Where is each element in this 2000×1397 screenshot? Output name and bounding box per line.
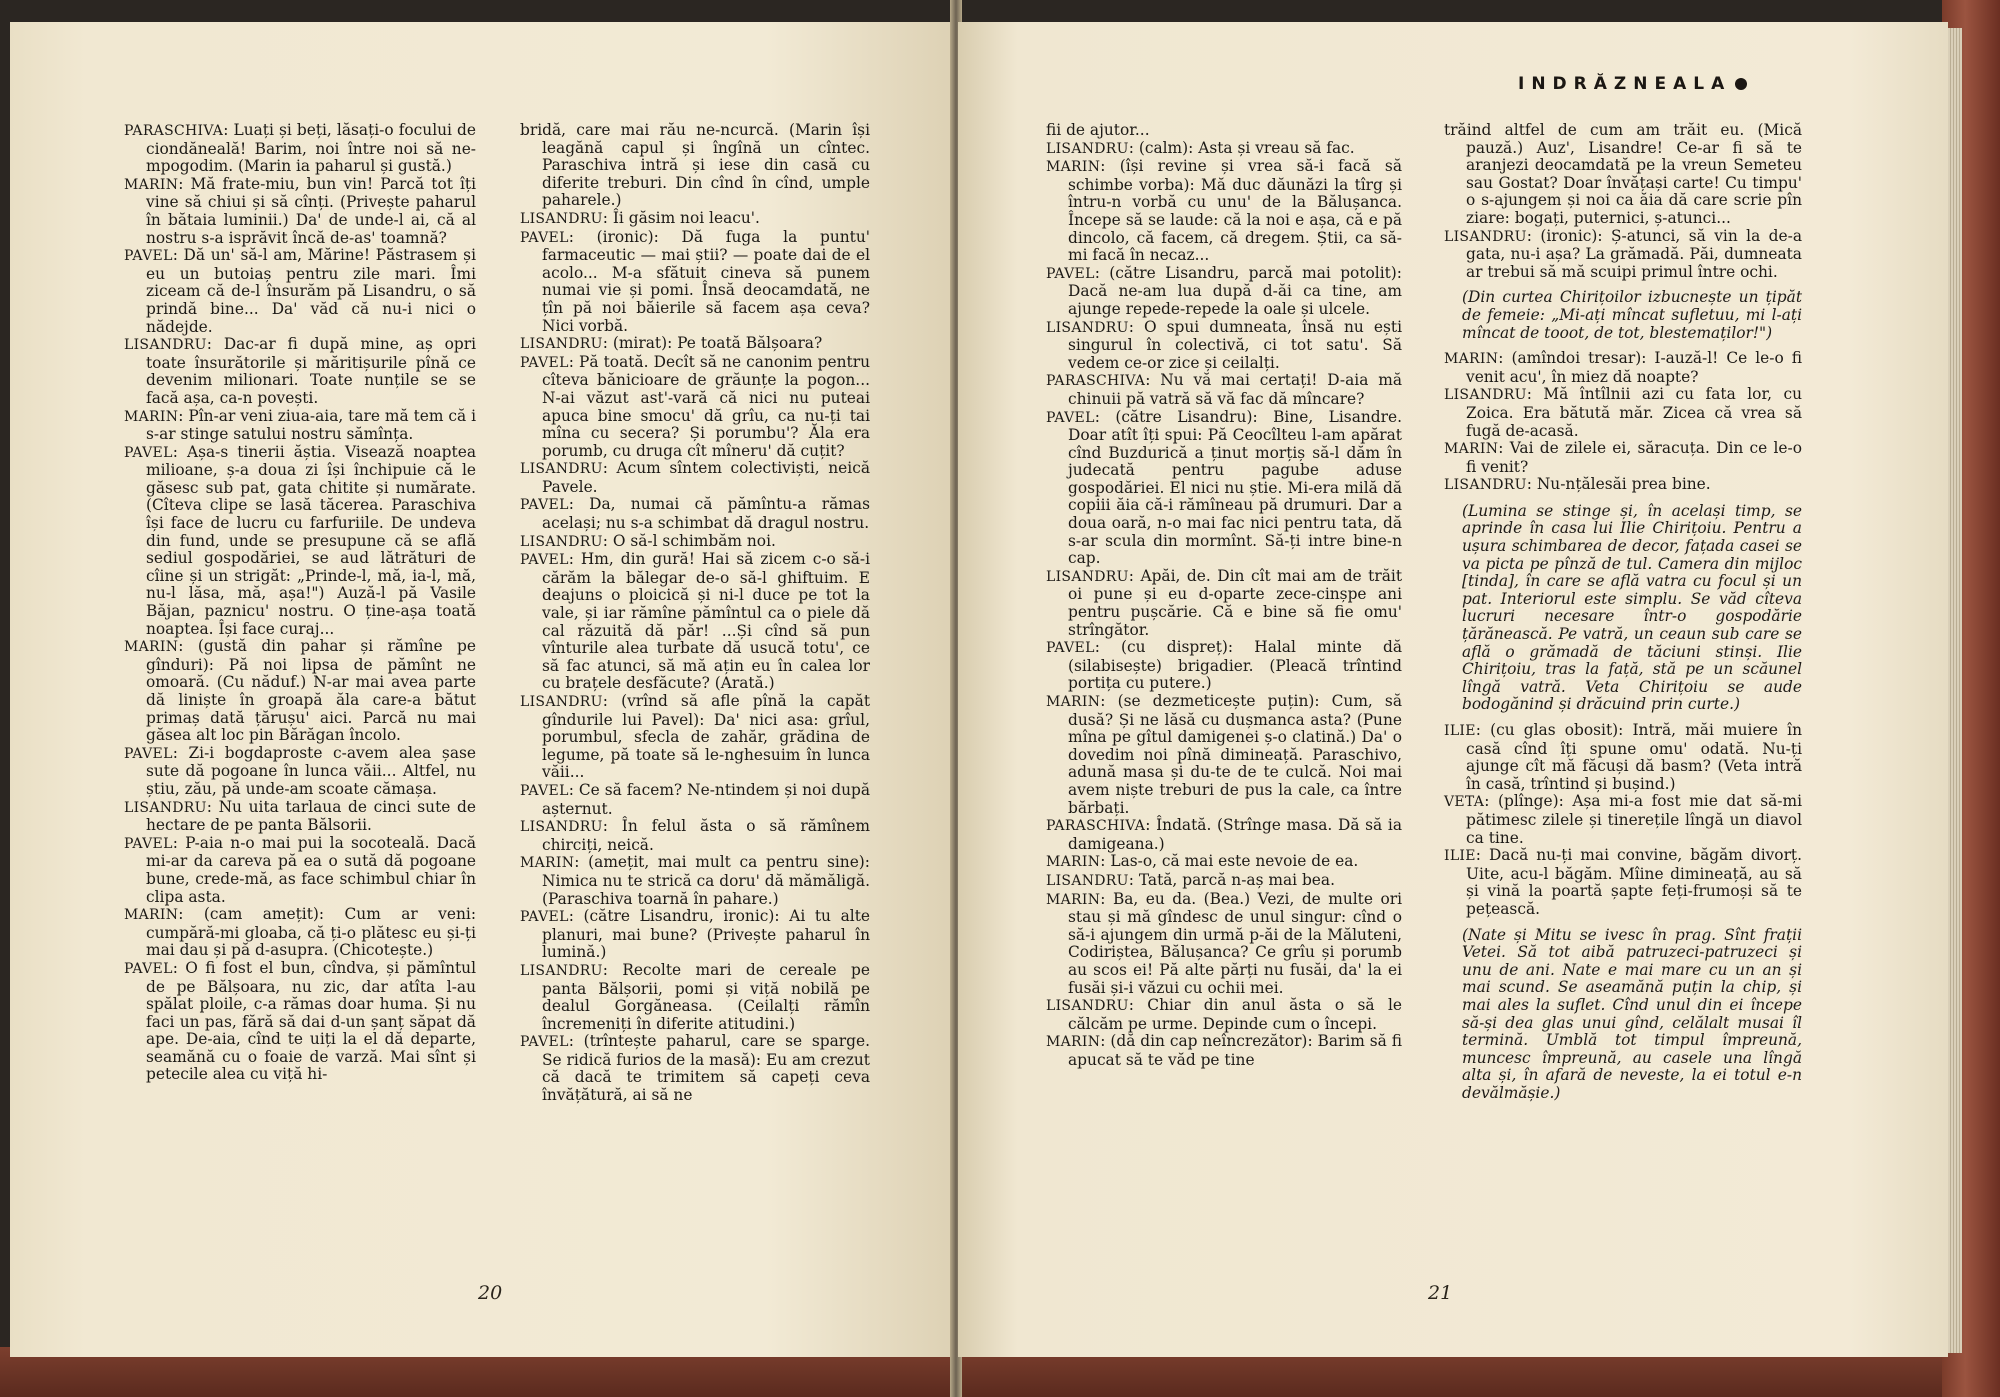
dialogue-line: ILIE: (cu glas obosit): Intră, măi muiere în casă cînd îți spune omu' odată. Nu-ți ajunge cît mă făcuși dă basm? (Veta intră în casă, trîntind și bușind.) (1444, 721, 1803, 793)
dialogue-line: MARIN: (amețit, mai mult ca pentru sine): Nimica nu te strică ca doru' dă mămăligă. (Paraschiva toarnă în pahare.) (520, 853, 870, 908)
dialogue-line: LISANDRU: Chiar din anul ăsta o să le călcăm pe urme. Depinde cum o începi. (1046, 996, 1402, 1033)
speaker-name: PAVEL (124, 745, 173, 762)
dialogue-line: PAVEL: Așa-s tinerii ăștia. Visează noaptea milioane, ș-a doua zi își închipuie că le găsesc sub pat, gata chitite și numărate. (Cîteva clipe se lasă tăcerea. Paraschiva își face de lucru cu farfuriile. De undeva din fund, unde se presupune că se află sediul gospodăriei, se aud lătrături de cîine și un strigăt: „Prinde-l, mă, ia-l, mă, nu-l lăsa, mă, așa!") Auză-l pă Vasile Băjan, paznicu' nostru. O ține-așa toată noaptea. Își face curaj... (124, 442, 477, 638)
dialogue-line: PAVEL: (ironic): Dă fuga la puntu' farmaceutic — mai știi? — poate dai de el acolo... M-a sfătuit cineva să punem numai vie și pomi. Însă deocamdată, ne țîn pă noi băierile să facem așa ceva? Nici vorbă. (520, 227, 870, 335)
dialogue-text: Dacă nu-ți mai convine, băgăm divorț. Uite, acu-l băgăm. Mîine dimineață, au să și vină la poartă șapte feți-frumoși să te pețească. (1466, 846, 1803, 918)
speaker-name: LISANDRU (1046, 998, 1129, 1015)
dialogue-text: trăind altfel de cum am trăit eu. (Mică pauză.) Auz', Lisandre! Ce-ar fi să te aranjezi deocamdată pe la vreun Semeteu sau Gostat? Doar învățași carte! Cu timpu' o s-ajungem și noi ca ăia dă care scrie pîn ziare: bogați, puternici, ș-atunci... (1444, 121, 1802, 227)
dialogue-text: Pă toată. Decît să ne canonim pentru cîteva bănicioare de grăunțe la pogon... N-ai văzut ast'-vară că nici nu puteai apuca bine smocu' dă grîu, ca nu-ți tai mîna cu secera? Și porumbu'? Ăla era porumb, cu druga cît mîneru' dă cuțit? (542, 352, 871, 460)
dialogue-line: LISANDRU: O spui dumneata, însă nu ești singurul în colectivă, ci tot satu'. Să vedem ce-or zice și ceilalți. (1046, 317, 1402, 372)
dialogue-text: O spui dumneata, însă nu ești singurul în colectivă, ci tot satu'. Să vedem ce-or zice și ceilalți. (1068, 317, 1402, 372)
speaker-name: MARIN (1046, 159, 1101, 176)
speaker-name: PAVEL (520, 229, 569, 246)
speaker-name: LISANDRU (1444, 387, 1527, 404)
dialogue-line: MARIN: (gustă din pahar și rămîne pe gînduri): Pă noi lipsa de pămînt ne omoară. (Cu năduf.) N-ar mai avea parte dă liniște în groapă ăla care-a bătut primaș dată țărușu' aici. Parcă nu mai găsea alt loc pin Bărăgan încolo. (124, 637, 477, 745)
dialogue-line: LISANDRU: (ironic): Ș-atunci, să vin la de-a gata, nu-i așa? La grămadă. Păi, dumneata ar trebui să mă scuipi primul între ochi. (1444, 226, 1803, 281)
dialogue-line: MARIN: Pîn-ar veni ziua-aia, tare mă tem că i s-ar stinge satului nostru sămînța. (124, 406, 477, 444)
dialogue-line: LISANDRU: Apăi, de. Din cît mai am de trăit oi pune și eu d-oparte zece-cinșpe ani pentru pușcărie. Că e bine să fie omu' strîngător. (1046, 566, 1403, 639)
dialogue-text: (își revine și vrea să-i facă să schimbe vorba): Mă duc dăunăzi la tîrg și întru-n vorbă cu unu' de la Bălușanca. Începe să se laude: că la noi e așa, că e pă dincolo, că facem, că dregem. Știi, ca să-mi facă în necaz... (1068, 157, 1402, 265)
right-page-column-2 (1444, 122, 1802, 1110)
speaker-name: LISANDRU (520, 533, 603, 550)
dialogue-text: Ce să facem? Ne-ntindem și noi după așternut. (542, 780, 871, 818)
dialogue-line: PAVEL: Da, numai că pămîntu-a rămas același; nu s-a schimbat dă dragul nostru. (520, 495, 871, 533)
page-number-right: 21 (1428, 1282, 1453, 1304)
left-page-column-2 (520, 122, 870, 1105)
speaker-name: PAVEL (124, 444, 173, 461)
speaker-name: VETA (1444, 794, 1485, 811)
speaker-name: LISANDRU (520, 336, 603, 353)
stage-direction: (Lumina se stinge și, în același timp, se aprinde în casa lui Ilie Chirițoiu. Pentru a ușura schimbarea de decor, fațada casei se va picta pe pînză de tul. Camera din mijloc [tinda], în care se află vatra cu focul și un pat. Interiorul este simplu. Se văd cîteva lucruri necesare într-o gospodărie țărănească. Pe vatră, un ceaun sub care se află o grămadă de tăciuni stinși. Ilie Chirițoiu, tras la față, stă pe un scăunel lîngă vatră. Veta Chirițoiu se aude bodogănind și drăcuind prin curte.) (1462, 501, 1802, 714)
speaker-name: PAVEL (520, 497, 569, 514)
dialogue-text: Apăi, de. Din cît mai am de trăit oi pune și eu d-oparte zece-cinșpe ani pentru pușcărie. Că e bine să fie omu' strîngător. (1068, 566, 1403, 639)
running-header (1518, 74, 1747, 94)
speaker-name: LISANDRU (520, 210, 603, 227)
dialogue-text: Las-o, că mai este nevoie de ea. (1110, 852, 1359, 871)
dialogue-line: MARIN: Vai de zilele ei, săracuța. Din ce le-o fi venit? (1444, 439, 1803, 476)
dialogue-line: PAVEL: O fi fost el bun, cîndva, și pămîntul de pe Bălșoara, nu zic, dar atîta l-au spălat ploile, c-a rămas doar huma. Și nu faci un pas, fără să dai d-un șanț săpat dă ape. De-aia, cînd te uiți la el dă departe, seamănă cu o foaie de varză. Mai sînt și petecile alea cu viță hi- (124, 958, 477, 1084)
dialogue-text: Da, numai că pămîntu-a rămas același; nu s-a schimbat dă dragul nostru. (542, 495, 871, 533)
speaker-name: PAVEL (124, 248, 173, 265)
dialogue-line (1046, 122, 1402, 140)
dialogue-text: (amîndoi tresar): I-auză-l! Ce le-o fi venit acu', în miez dă noapte? (1466, 349, 1802, 386)
speaker-name: PARASCHIVA (1046, 373, 1146, 390)
dialogue-line: LISANDRU: Nu uita tarlaua de cinci sute de hectare de pe panta Bălsorii. (124, 797, 476, 835)
speaker-name: MARIN (1046, 694, 1101, 710)
dialogue-text: Mă frate-miu, bun vin! Parcă tot îți vine să chiui și să cînți. (Privește paharul în bătaia luminii.) Da' de unde-l ai, că al nostru s-a isprăvit încă de-as' toamnă? (146, 174, 476, 247)
dialogue-line: MARIN: (amîndoi tresar): I-auză-l! Ce le-o fi venit acu', în miez dă noapte? (1444, 349, 1802, 386)
dialogue-line: LISANDRU: (vrînd să afle pînă la capăt gîndurile lui Pavel): Da' nici asa: grîul, porumbul, sfecla de zahăr, grădina de legume, pă toate să le-nghesuim în lunca văii... (520, 692, 871, 782)
speaker-name: LISANDRU (1046, 568, 1129, 585)
right-page (958, 22, 1948, 1357)
dialogue-text: Vai de zilele ei, săracuța. Din ce le-o fi venit? (1466, 439, 1803, 476)
speaker-name: MARIN (1046, 891, 1101, 908)
dialogue-line: LISANDRU: În felul ăsta o să rămînem chirciți, neică. (520, 817, 870, 854)
dialogue-text: (cu dispreț): Halal minte dă (silabisește) brigadier. (Pleacă trîntind portița cu putere.) (1068, 638, 1402, 693)
speaker-name: MARIN (124, 907, 179, 924)
dialogue-line: VETA: (plînge): Așa mi-a fost mie dat să-mi pătimesc zilele și tinerețile lîngă un diavol ca tine. (1444, 792, 1803, 847)
dialogue-text: Dac-ar fi după mine, aș opri toate însurătorile și măritișurile pînă ce devenim milionari. Toate nunțile se se facă așa, ca-n povești. (146, 335, 476, 407)
speaker-name: PARASCHIVA (1046, 818, 1146, 835)
dialogue-text: Nu-nțălesăi prea bine. (1536, 475, 1711, 494)
speaker-name: MARIN (124, 639, 179, 656)
dialogue-line: LISANDRU: Nu-nțălesăi prea bine. (1444, 475, 1711, 494)
dialogue-line (520, 122, 870, 210)
dialogue-text: (calm): Asta și vreau să fac. (1138, 138, 1355, 157)
dialogue-line: LISANDRU: Dac-ar fi după mine, aș opri toate însurătorile și măritișurile pînă ce devenim milionari. Toate nunțile se se facă așa, ca-n povești. (124, 335, 476, 407)
speaker-name: PAVEL (520, 909, 569, 926)
speaker-name: MARIN (1444, 441, 1499, 458)
dialogue-text: (amețit, mai mult ca pentru sine): Nimica nu te strică ca doru' dă mămăligă. (Paraschiva toarnă în pahare.) (542, 853, 870, 908)
dialogue-text: Hm, din gură! Hai să zicem c-o să-i cărăm la bălegar de-o să-l ghiftuim. E deajuns o ploicică și ni-l duce pe tot la vale, și iar rămîne pămîntul ca o piele dă cal răzuită dă păr! ...Și cînd să pun vînturile alea turbate dă usucă totu', ce să fac atunci, să mă ațin eu în calea lor cu brațele desfăcute? (Arată.) (542, 550, 870, 693)
stage-direction: (Nate și Mitu se ivesc în prag. Sînt frații Vetei. Să tot aibă patruzeci-patruzeci și unu de ani. Nate e mai mare cu un an și mai scund. Se aseamănă puțin la chip, și mai ales la suflet. Cînd unul din ei începe să-și dea glas unui gînd, celălalt musai îl termină. Umblă tot timpul împreună, muncesc împreună, au casele una lîngă alta și, în afară de neveste, la ei totul e-n devălmășie.) (1462, 925, 1802, 1102)
dialogue-line (1444, 122, 1802, 228)
left-page (10, 22, 955, 1357)
speaker-name: MARIN (124, 408, 179, 425)
dialogue-line: MARIN: (cam amețit): Cum ar veni: cumpără-mi gloaba, că ți-o plătesc eu și-ți mai dau și pă d-asupra. (Chicotește.) (124, 905, 477, 960)
dialogue-line: LISANDRU: O să-l schimbăm noi. (520, 531, 776, 550)
dialogue-line: MARIN: (își revine și vrea să-i facă să schimbe vorba): Mă duc dăunăzi la tîrg și întru-n vorbă cu unu' de la Bălușanca. Începe să se laude: că la noi e așa, că e pă dincolo, că facem, că dregem. Știi, ca să-mi facă în necaz... (1046, 157, 1402, 265)
dialogue-line: PAVEL: (cu dispreț): Halal minte dă (silabisește) brigadier. (Pleacă trîntind portița cu putere.) (1046, 638, 1402, 693)
dialogue-text: bridă, care mai rău ne-ncurcă. (Marin își leagănă capul și îngînă un cîntec. Paraschiva intră și iese din casă cu diferite treburi. Din cînd în cînd, umple paharele.) (520, 121, 870, 210)
dialogue-text: (ironic): Dă fuga la puntu' farmaceutic — mai știi? — poate dai de el acolo... M-a sfătuit cineva să punem numai vie și pomi. Însă deocamdată, ne țîn pă noi băierile să facem așa ceva? Nici vorbă. (542, 227, 870, 335)
dialogue-line: PAVEL: (către Lisandru): Bine, Lisandre. Doar atît îți spui: Pă Ceocîlteu l-am apărat cînd Buzdurică a ținut morțiș să-l dăm în judecată pentru pagube aduse gospodăriei. El nici nu știe. Mi-era milă dă copiii ăia că-i rămîneau pă drumuri. Dar a doua oară, n-o mai fac nici pentru tata, dă s-ar scula din mormînt. Să-ți intre bine-n cap. (1046, 407, 1402, 568)
dialogue-text: (vrînd să afle pînă la capăt gîndurile lui Pavel): Da' nici asa: grîul, porumbul, sfecla de zahăr, grădina de legume, pă toate să le-nghesuim în lunca văii... (542, 692, 871, 782)
dialogue-line: LISANDRU: Tată, parcă n-aș mai bea. (1046, 870, 1335, 889)
dialogue-text: (mirat): Pe toată Bălșoara? (612, 334, 823, 353)
speaker-name: LISANDRU (1444, 228, 1527, 245)
dialogue-text: (cu glas obosit): Intră, măi muiere în casă cînd îți spune omu' odată. Nu-ți ajunge cît mă făcuși dă basm? (Veta intră în casă, trîntind și bușind.) (1466, 721, 1803, 793)
dialogue-text: (către Lisandru, ironic): Ai tu alte planuri, mai bune? (Privește paharul în lumină.) (542, 907, 870, 962)
dialogue-text: Ba, eu da. (Bea.) Vezi, de multe ori stau și mă gîndesc de unul singur: cînd o să-i ajungem din urmă p-ăi de la Măluteni, Codiriștea, Bălușanca? Ce grîu și porumb au scos ei! Pă alte părți nu fusăi, da' la ei fusăi și-i văzui cu ochii mei. (1068, 889, 1402, 997)
speaker-name: PAVEL (520, 552, 569, 569)
page-stack-edges (1948, 28, 1962, 1353)
dialogue-line: MARIN: Ba, eu da. (Bea.) Vezi, de multe ori stau și mă gîndesc de unul singur: cînd o să-i ajungem din urmă p-ăi de la Măluteni, Codiriștea, Bălușanca? Ce grîu și porumb au scos ei! Pă alte părți nu fusăi, da' la ei fusăi și-i văzui cu ochii mei. (1046, 889, 1402, 997)
dialogue-text: Recolte mari de cereale pe panta Bălșorii, pomi și viță nobilă pe dealul Gorgăneasa. (Ceilalți rămîn încremeniți în diferite atitudini.) (542, 960, 870, 1033)
dialogue-text: Dă un' să-l am, Mărine! Păstrasem și eu un butoiaș pentru zile mari. Îmi ziceam că de-l însurăm pă Lisandru, o să prindă bine... Da' văd că nu-i nici o nădejde. (146, 246, 476, 336)
dialogue-text: (dă din cap neîncrezător): Barim să fi apucat să te văd pe tine (1068, 1032, 1402, 1069)
speaker-name: MARIN (1046, 854, 1101, 871)
dialogue-line: PAVEL: P-aia n-o mai pui la socoteală. Dacă mi-ar da careva pă ea o sută dă pogoane bune, crede-mă, as face schimbul chiar în clipa asta. (124, 833, 476, 906)
speaker-name: PAVEL (1046, 409, 1095, 426)
dialogue-text: Nu uita tarlaua de cinci sute de hectare de pe panta Bălsorii. (146, 797, 476, 835)
speaker-name: LISANDRU (1046, 319, 1129, 336)
speaker-name: LISANDRU (1444, 477, 1527, 494)
dialogue-text: O fi fost el bun, cîndva, și pămîntul de pe Bălșoara, nu zic, dar atîta l-au spălat ploile, c-a rămas doar huma. Și nu faci un pas, fără să dai d-un șanț săpat dă ape. De-aia, cînd te uiți la el dă departe, seamănă cu o foaie de varză. Mai sînt și petecile alea cu viță hi- (146, 958, 477, 1084)
dialogue-text: Tată, parcă n-aș mai bea. (1138, 870, 1335, 889)
dialogue-line: LISANDRU: Recolte mari de cereale pe panta Bălșorii, pomi și viță nobilă pe dealul Gorgăneasa. (Ceilalți rămîn încremeniți în diferite atitudini.) (520, 960, 870, 1033)
left-page-column-1 (124, 122, 476, 1084)
dialogue-line: LISANDRU: Acum sîntem colectiviști, neică Pavele. (520, 459, 870, 496)
dialogue-text: (gustă din pahar și rămîne pe gînduri): Pă noi lipsa de pămînt ne omoară. (Cu năduf.) N-ar mai avea parte dă liniște în groapă ăla care-a bătut primaș dată țărușu' aici. Parcă nu mai găsea alt loc pin Bărăgan încolo. (146, 637, 477, 745)
speaker-name: ILIE (1444, 848, 1476, 865)
speaker-name: PAVEL (124, 960, 173, 977)
speaker-name: LISANDRU (1046, 872, 1129, 889)
speaker-name: PARASCHIVA (124, 123, 224, 139)
speaker-name: LISANDRU (520, 694, 603, 710)
speaker-name: LISANDRU (520, 461, 603, 478)
dialogue-line: PAVEL: (către Lisandru, parcă mai potolit): Dacă ne-am lua după d-ăi ca tine, am ajunge repede-repede la oale și ulcele. (1046, 263, 1402, 318)
speaker-name: MARIN (520, 855, 575, 872)
dialogue-line: MARIN: (se dezmeticește puțin): Cum, să dusă? Și ne lăsă cu dușmanca asta? (Pune mîna pe gîtul damigenei ș-o clatină.) Da' o dovedim noi pînă dimineață. Paraschivo, adună masa și du-te de te culcă. Noi mai avem niște treburi de pus la cale, ca între bărbați. (1046, 692, 1403, 817)
dialogue-line: LISANDRU: (calm): Asta și vreau să fac. (1046, 138, 1355, 157)
page-number-left: 20 (478, 1282, 503, 1304)
speaker-name: PAVEL (1046, 640, 1095, 657)
dialogue-text: (se dezmeticește puțin): Cum, să dusă? Și ne lăsă cu dușmanca asta? (Pune mîna pe gîtul damigenei ș-o clatină.) Da' o dovedim noi pînă dimineață. Paraschivo, adună masa și du-te de te culcă. Noi mai avem niște treburi de pus la cale, ca între bărbați. (1068, 692, 1403, 817)
dialogue-line: PAVEL: Ce să facem? Ne-ntindem și noi după așternut. (520, 780, 871, 818)
dialogue-line: PAVEL: Hm, din gură! Hai să zicem c-o să-i cărăm la bălegar de-o să-l ghiftuim. E deajuns o ploicică și ni-l duce pe tot la vale, și iar rămîne pămîntul ca o piele dă cal răzuită dă păr! ...Și cînd să pun vînturile alea turbate dă usucă totu', ce să fac atunci, să mă ațin eu în calea lor cu brațele desfăcute? (Arată.) (520, 550, 870, 693)
dialogue-text: O să-l schimbăm noi. (612, 531, 776, 550)
running-header-title: INDRĂZNEALA (1518, 74, 1732, 94)
dialogue-line: LISANDRU: Mă întîlnii azi cu fata lor, cu Zoica. Era bătută măr. Zicea că vrea să fugă de-acasă. (1444, 385, 1802, 440)
dialogue-text: Acum sîntem colectiviști, neică Pavele. (542, 459, 870, 496)
dialogue-line: PAVEL: Zi-i bogdaproste c-avem alea șase sute dă pogoane în lunca văii... Altfel, nu știu, zău, pă unde-am scoate cămașa. (124, 743, 477, 798)
speaker-name: LISANDRU (1046, 140, 1129, 157)
dialogue-line: PAVEL: (trîntește paharul, care se sparge. Se ridică furios de la masă): Eu am crezut că dacă te trimitem să capeți ceva învățătură, ai să ne (520, 1032, 870, 1105)
dialogue-text: Zi-i bogdaproste c-avem alea șase sute dă pogoane în lunca văii... Altfel, nu știu, zău, pă unde-am scoate cămașa. (146, 743, 477, 798)
dialogue-line: MARIN: Las-o, că mai este nevoie de ea. (1046, 852, 1359, 871)
dialogue-line: PARASCHIVA: Nu vă mai certați! D-aia mă chinuii pă vatră să vă fac dă mîncare? (1046, 371, 1402, 408)
dialogue-line: LISANDRU: Îi găsim noi leacu'. (520, 208, 760, 227)
bullet-icon (1735, 78, 1747, 90)
dialogue-text: Luați și beți, lăsați-o focului de ciondăneală! Barim, noi între noi să ne-mpogodim. (Marin ia paharul și gustă.) (146, 121, 476, 176)
dialogue-line: PARASCHIVA: Îndată. (Strînge masa. Dă să ia damigeana.) (1046, 816, 1403, 853)
dialogue-line: PARASCHIVA: Luați și beți, lăsați-o focului de ciondăneală! Barim, noi între noi să ne-mpogodim. (Marin ia paharul și gustă.) (124, 121, 476, 176)
dialogue-line: LISANDRU: (mirat): Pe toată Bălșoara? (520, 334, 823, 353)
dialogue-text: (ironic): Ș-atunci, să vin la de-a gata, nu-i așa? La grămadă. Păi, dumneata ar trebui să mă scuipi primul între ochi. (1466, 226, 1803, 281)
dialogue-text: Îndată. (Strînge masa. Dă să ia damigeana.) (1068, 816, 1403, 853)
dialogue-text: (plînge): Așa mi-a fost mie dat să-mi pătimesc zilele și tinerețile lîngă un diavol ca tine. (1466, 792, 1803, 847)
speaker-name: PAVEL (520, 1034, 569, 1051)
dialogue-line: ILIE: Dacă nu-ți mai convine, băgăm divorț. Uite, acu-l băgăm. Mîine dimineață, au să și vină la poartă șapte feți-frumoși să te pețească. (1444, 846, 1803, 918)
speaker-name: PAVEL (520, 354, 569, 371)
dialogue-text: Chiar din anul ăsta o să le călcăm pe urme. Depinde cum o începi. (1068, 996, 1402, 1033)
speaker-name: ILIE (1444, 723, 1476, 739)
speaker-name: LISANDRU (124, 799, 207, 816)
dialogue-text: Pîn-ar veni ziua-aia, tare mă tem că i s-ar stinge satului nostru sămînța. (146, 406, 477, 444)
speaker-name: LISANDRU (124, 337, 207, 354)
dialogue-line: PAVEL: (către Lisandru, ironic): Ai tu alte planuri, mai bune? (Privește paharul în lumină.) (520, 907, 870, 962)
dialogue-text: fii de ajutor... (1046, 121, 1150, 139)
dialogue-line: MARIN: (dă din cap neîncrezător): Barim să fi apucat să te văd pe tine (1046, 1032, 1402, 1069)
speaker-name: MARIN (124, 176, 179, 193)
dialogue-text: P-aia n-o mai pui la socoteală. Dacă mi-ar da careva pă ea o sută dă pogoane bune, crede-mă, as face schimbul chiar în clipa asta. (146, 833, 476, 906)
speaker-name: MARIN (1444, 351, 1499, 368)
dialogue-line: MARIN: Mă frate-miu, bun vin! Parcă tot îți vine să chiui și să cînți. (Privește paharul în bătaia luminii.) Da' de unde-l ai, că al nostru s-a isprăvit încă de-as' toamnă? (124, 174, 476, 247)
speaker-name: PAVEL (1046, 265, 1095, 282)
dialogue-text: (către Lisandru, parcă mai potolit): Dacă ne-am lua după d-ăi ca tine, am ajunge repede-repede la oale și ulcele. (1068, 263, 1402, 318)
dialogue-text: Îi găsim noi leacu'. (612, 208, 760, 227)
speaker-name: PAVEL (520, 782, 569, 799)
speaker-name: LISANDRU (520, 819, 603, 836)
dialogue-text: (cam amețit): Cum ar veni: cumpără-mi gloaba, că ți-o plătesc eu și-ți mai dau și pă d-asupra. (Chicotește.) (146, 905, 477, 960)
dialogue-text: (către Lisandru): Bine, Lisandre. Doar atît îți spui: Pă Ceocîlteu l-am apărat cînd Buzdurică a ținut morțiș să-l dăm în judecată pentru pagube aduse gospodăriei. El nici nu știe. Mi-era milă dă copiii ăia că-i rămîneau pă drumuri. Dar a doua oară, n-o mai fac nici pentru tata, dă s-ar scula din mormînt. Să-ți intre bine-n cap. (1068, 407, 1402, 568)
dialogue-text: Nu vă mai certați! D-aia mă chinuii pă vatră să vă fac dă mîncare? (1068, 371, 1402, 408)
speaker-name: PAVEL (124, 835, 173, 852)
dialogue-line: PAVEL: Dă un' să-l am, Mărine! Păstrasem și eu un butoiaș pentru zile mari. Îmi ziceam că de-l însurăm pă Lisandru, o să prindă bine... Da' văd că nu-i nici o nădejde. (124, 246, 476, 336)
right-page-column-1 (1046, 122, 1402, 1069)
dialogue-text: (trîntește paharul, care se sparge. Se ridică furios de la masă): Eu am crezut că dacă te trimitem să capeți ceva învățătură, ai să ne (542, 1032, 870, 1105)
dialogue-text: În felul ăsta o să rămînem chirciți, neică. (542, 817, 870, 854)
speaker-name: LISANDRU (520, 962, 603, 979)
dialogue-text: Așa-s tinerii ăștia. Visează noaptea milioane, ș-a doua zi își închipuie că le găsesc sub pat, gata chitite și numărate. (Cîteva clipe se lasă tăcerea. Paraschiva își face de lucru cu farfuriile. De undeva din fund, unde se presupune că se află sediul gospodăriei, se aud lătrături de cîine și un strigăt: „Prinde-l, mă, ia-l, mă, nu-l lăsa, mă, așa!") Auză-l pă Vasile Băjan, paznicu' nostru. O ține-așa toată noaptea. Își face curaj... (146, 442, 477, 638)
stage-direction: (Din curtea Chirițoilor izbucnește un țipăt de femeie: „Mi-ați mîncat sufletuu, mi l-ați mîncat de tooot, de tot, blestemaților!") (1462, 288, 1802, 342)
dialogue-text: Mă întîlnii azi cu fata lor, cu Zoica. Era bătută măr. Zicea că vrea să fugă de-acasă. (1466, 385, 1802, 440)
speaker-name: MARIN (1046, 1034, 1101, 1051)
dialogue-line: PAVEL: Pă toată. Decît să ne canonim pentru cîteva bănicioare de grăunțe la pogon... N-ai văzut ast'-vară că nici nu puteai apuca bine smocu' dă grîu, ca nu-ți tai mîna cu secera? Și porumbu'? Ăla era porumb, cu druga cît mîneru' dă cuțit? (520, 352, 871, 460)
